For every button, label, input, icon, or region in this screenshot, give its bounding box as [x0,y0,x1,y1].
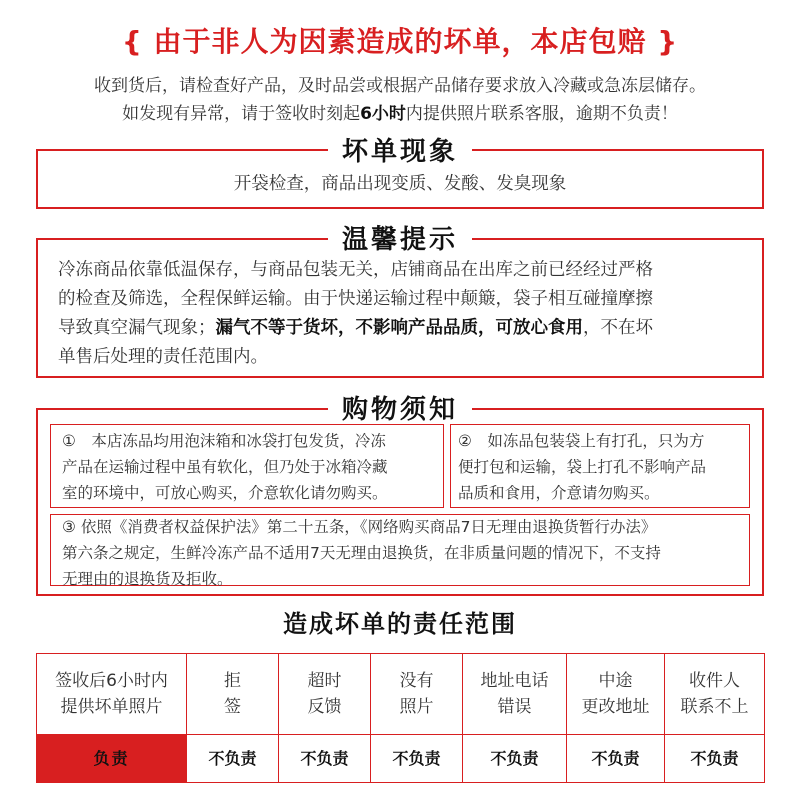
value-cell: 不负责 [279,735,371,783]
intro-deadline: 6小时 [360,104,406,124]
notice-item-1 [62,428,442,506]
responsible-label: 负责 [37,735,187,783]
page-title: { 由于非人为因素造成的坏单，本店包赔 } [121,25,679,58]
header-cell: 地址电话 错误 [463,654,567,735]
header-cell: 中途 更改地址 [567,654,665,735]
responsibility-header-row [37,654,765,735]
notice-title: 购物须知 [328,395,472,425]
tips-tab-wrap [0,222,800,258]
notice-item-3 [62,514,748,592]
notice-item-2-line: 便打包和运输，袋上打孔不影响产品 [458,458,707,476]
value-cell: 不负责 [463,735,567,783]
notice-item-3-line: ③ 依照《消费者权益保护法》第二十五条，《网络购买商品7日无理由退换货暂行办法》 [62,518,657,536]
value-cell: 不负责 [187,735,279,783]
intro-line-2 [0,100,800,128]
notice-item-3-line: 无理由的退换货及拒收。 [62,570,233,588]
bad-order-tab-wrap [0,134,800,170]
responsibility-table [36,653,765,783]
header-cell: 没有 照片 [371,654,463,735]
notice-item-3-line: 第六条之规定，生鲜冷冻产品不适用7天无理由退换货，在非质量问题的情况下，不支持 [62,544,661,562]
tips-line-3 [58,314,758,343]
intro-line-2-a: 如发现有异常，请于签收时刻起 [122,104,361,124]
responsibility-title: 造成坏单的责任范围 [283,610,517,638]
tips-line-4: 单售后处理的责任范围内。 [58,347,268,367]
header-cell: 签收后6小时内 提供坏单照片 [37,654,187,735]
notice-item-1-line: 室的环境中，可放心购买，介意软化请勿购买。 [62,484,388,502]
intro-line-2-c: 内提供照片联系客服，逾期不负责！ [405,104,678,124]
notice-item-1-line: ① 本店冻品均用泡沫箱和冰袋打包发货，冷冻 [62,432,386,450]
tips-emphasis: 漏气不等于货坏，不影响产品品质，可放心食用 [215,318,583,338]
notice-tab-wrap [0,392,800,428]
value-cell: 不负责 [371,735,463,783]
header-cell: 收件人 联系不上 [665,654,765,735]
header-cell: 拒 签 [187,654,279,735]
notice-item-1-line: 产品在运输过程中虽有软化，但乃处于冰箱冷藏 [62,458,388,476]
tips-title: 温馨提示 [328,225,472,255]
header-cell: 超时 反馈 [279,654,371,735]
value-cell: 不负责 [665,735,765,783]
notice-item-2 [458,428,748,506]
bad-order-text: 开袋检查，商品出现变质、发酸、发臭现象 [233,174,567,194]
responsibility-value-row [37,735,765,783]
tips-line-3-a: 导致真空漏气现象； [58,318,216,338]
bad-order-title: 坏单现象 [328,137,472,167]
notice-item-2-line: 品质和食用，介意请勿购买。 [458,484,660,502]
tips-line-1: 冷冻商品依靠低温保存，与商品包装无关，店铺商品在出库之前已经经过严格 [58,260,653,280]
tips-line-3-c: ，不在坏 [583,318,653,338]
tips-text [58,256,758,372]
value-cell: 不负责 [567,735,665,783]
intro-line-1: 收到货后，请检查好产品，及时品尝或根据产品储存要求放入冷藏或急冻层储存。 [94,76,706,96]
tips-line-2: 的检查及筛选，全程保鲜运输。由于快递运输过程中颠簸，袋子相互碰撞摩擦 [58,289,653,309]
notice-item-2-line: ② 如冻品包装袋上有打孔，只为方 [458,432,705,450]
